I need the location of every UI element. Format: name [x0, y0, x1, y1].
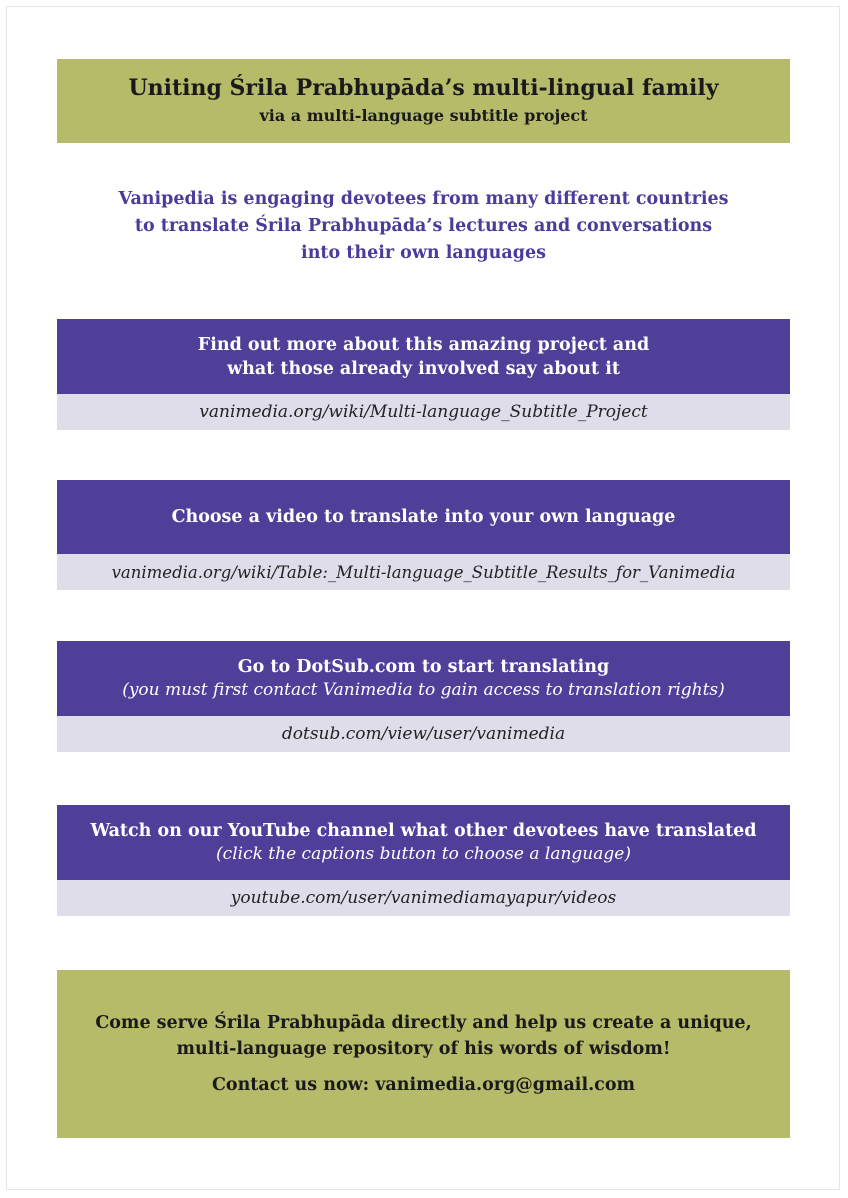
section-heading-line: Go to DotSub.com to start translating — [237, 657, 610, 677]
section-note: (you must first contact Vanimedia to gain access to translation rights) — [122, 680, 725, 700]
section-heading-choose-video — [57, 480, 790, 554]
title-banner — [57, 59, 790, 143]
page-subtitle: via a multi-language subtitle project — [259, 106, 588, 125]
section-heading-line: Choose a video to translate into your own language — [171, 507, 676, 527]
section-heading-youtube — [57, 805, 790, 880]
subtitle-results-link[interactable]: vanimedia.org/wiki/Table:_Multi-language_Subtitle_Results_for_Vanimedia — [57, 554, 790, 590]
intro-line: to translate Śrila Prabhupāda’s lectures and conversations — [134, 216, 713, 236]
intro-text — [57, 186, 790, 267]
footer-line: multi-language repository of his words of wisdom! — [176, 1039, 671, 1059]
page-title: Uniting Śrila Prabhupāda’s multi-lingual family — [128, 75, 719, 101]
youtube-link[interactable]: youtube.com/user/vanimediamayapur/videos — [57, 880, 790, 916]
dotsub-link[interactable]: dotsub.com/view/user/vanimedia — [57, 716, 790, 752]
contact-email[interactable]: Contact us now: vanimedia.org@gmail.com — [211, 1075, 636, 1095]
intro-line: Vanipedia is engaging devotees from many different countries — [118, 189, 729, 209]
section-heading-line: Find out more about this amazing project and — [197, 334, 650, 355]
footer-banner — [57, 970, 790, 1138]
intro-line: into their own languages — [301, 243, 546, 263]
section-heading-project-info — [57, 319, 790, 394]
section-heading-dotsub — [57, 641, 790, 716]
section-note: (click the captions button to choose a language) — [216, 844, 631, 864]
section-heading-line: what those already involved say about it — [227, 358, 620, 379]
project-info-link[interactable]: vanimedia.org/wiki/Multi-language_Subtitle_Project — [57, 394, 790, 430]
section-heading-line: Watch on our YouTube channel what other devotees have translated — [90, 821, 757, 841]
footer-line: Come serve Śrila Prabhupāda directly and help us create a unique, — [95, 1013, 752, 1033]
